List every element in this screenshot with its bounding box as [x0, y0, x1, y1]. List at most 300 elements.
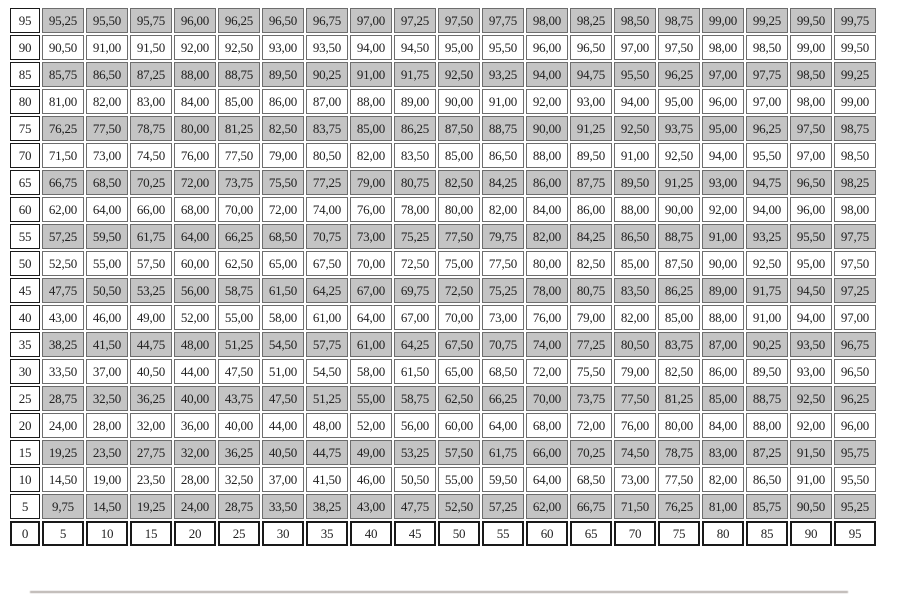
value-cell: 70,25	[130, 170, 172, 195]
value-cell: 79,00	[570, 305, 612, 330]
value-cell: 27,75	[130, 440, 172, 465]
value-cell: 84,25	[482, 170, 524, 195]
value-cell: 98,50	[614, 8, 656, 33]
value-cell: 90,00	[438, 89, 480, 114]
col-label-cell: 5	[42, 521, 84, 546]
table-row	[10, 170, 876, 195]
value-cell: 80,00	[438, 197, 480, 222]
value-cell: 37,00	[262, 467, 304, 492]
value-cell: 67,50	[306, 251, 348, 276]
value-cell: 23,50	[130, 467, 172, 492]
value-cell: 77,50	[86, 116, 128, 141]
value-cell: 90,50	[790, 494, 832, 519]
value-cell: 81,00	[42, 89, 84, 114]
value-cell: 53,25	[130, 278, 172, 303]
col-label-cell: 70	[614, 521, 656, 546]
value-cell: 89,50	[614, 170, 656, 195]
col-label-cell: 85	[746, 521, 788, 546]
table-row	[10, 116, 876, 141]
value-cell: 76,25	[42, 116, 84, 141]
value-cell: 91,00	[790, 467, 832, 492]
row-label-cell: 95	[10, 8, 40, 33]
table-row	[10, 332, 876, 357]
value-cell: 77,50	[482, 251, 524, 276]
value-cell: 95,25	[834, 494, 876, 519]
col-label-cell: 60	[526, 521, 568, 546]
value-cell: 83,50	[614, 278, 656, 303]
value-cell: 28,75	[218, 494, 260, 519]
value-cell: 97,50	[438, 8, 480, 33]
value-cell: 47,75	[394, 494, 436, 519]
value-cell: 97,75	[482, 8, 524, 33]
col-label-cell: 80	[702, 521, 744, 546]
table-row	[10, 35, 876, 60]
value-cell: 98,25	[834, 170, 876, 195]
value-cell: 64,00	[86, 197, 128, 222]
col-label-cell: 20	[174, 521, 216, 546]
value-cell: 62,50	[218, 251, 260, 276]
value-cell: 84,00	[174, 89, 216, 114]
value-cell: 97,50	[790, 116, 832, 141]
value-cell: 93,00	[570, 89, 612, 114]
value-cell: 58,75	[218, 278, 260, 303]
value-cell: 61,75	[482, 440, 524, 465]
value-cell: 79,75	[482, 224, 524, 249]
value-cell: 91,50	[130, 35, 172, 60]
col-label-cell: 50	[438, 521, 480, 546]
value-cell: 95,00	[702, 116, 744, 141]
value-cell: 40,00	[174, 386, 216, 411]
value-cell: 94,50	[790, 278, 832, 303]
value-cell: 71,50	[42, 143, 84, 168]
value-cell: 98,50	[790, 62, 832, 87]
value-cell: 96,50	[790, 170, 832, 195]
value-cell: 82,00	[350, 143, 392, 168]
value-cell: 72,00	[174, 170, 216, 195]
value-cell: 97,50	[834, 251, 876, 276]
value-cell: 37,00	[86, 359, 128, 384]
value-cell: 49,00	[350, 440, 392, 465]
value-cell: 19,25	[130, 494, 172, 519]
value-cell: 89,00	[702, 278, 744, 303]
value-cell: 56,00	[174, 278, 216, 303]
value-cell: 81,25	[658, 386, 700, 411]
value-cell: 99,75	[834, 8, 876, 33]
value-cell: 94,00	[790, 305, 832, 330]
value-cell: 95,50	[86, 8, 128, 33]
value-cell: 57,25	[482, 494, 524, 519]
value-cell: 95,00	[790, 251, 832, 276]
value-cell: 88,75	[746, 386, 788, 411]
value-cell: 81,00	[702, 494, 744, 519]
value-cell: 48,00	[306, 413, 348, 438]
value-cell: 82,00	[526, 224, 568, 249]
value-cell: 98,50	[746, 35, 788, 60]
value-cell: 96,25	[746, 116, 788, 141]
row-label-cell: 25	[10, 386, 40, 411]
value-cell: 86,00	[702, 359, 744, 384]
value-cell: 77,50	[438, 224, 480, 249]
value-cell: 90,50	[42, 35, 84, 60]
value-cell: 43,75	[218, 386, 260, 411]
value-cell: 68,50	[86, 170, 128, 195]
value-cell: 54,50	[262, 332, 304, 357]
value-cell: 50,50	[394, 467, 436, 492]
value-cell: 87,00	[306, 89, 348, 114]
value-cell: 44,75	[306, 440, 348, 465]
value-cell: 40,00	[218, 413, 260, 438]
value-cell: 74,00	[526, 332, 568, 357]
value-cell: 97,00	[790, 143, 832, 168]
table-row	[10, 467, 876, 492]
value-cell: 77,50	[614, 386, 656, 411]
value-cell: 28,75	[42, 386, 84, 411]
value-cell: 84,25	[570, 224, 612, 249]
col-label-cell: 10	[86, 521, 128, 546]
value-cell: 98,00	[834, 197, 876, 222]
table-row	[10, 413, 876, 438]
value-cell: 97,75	[746, 62, 788, 87]
value-cell: 87,00	[702, 332, 744, 357]
value-cell: 94,50	[394, 35, 436, 60]
value-cell: 92,00	[174, 35, 216, 60]
row-label-cell: 40	[10, 305, 40, 330]
value-cell: 14,50	[42, 467, 84, 492]
row-label-cell: 20	[10, 413, 40, 438]
value-cell: 50,50	[86, 278, 128, 303]
table-row	[10, 440, 876, 465]
value-cell: 64,00	[482, 413, 524, 438]
value-cell: 78,75	[130, 116, 172, 141]
value-cell: 91,50	[790, 440, 832, 465]
value-cell: 68,50	[482, 359, 524, 384]
value-cell: 86,50	[482, 143, 524, 168]
value-cell: 73,00	[86, 143, 128, 168]
value-cell: 93,75	[658, 116, 700, 141]
value-cell: 51,25	[218, 332, 260, 357]
value-cell: 47,50	[218, 359, 260, 384]
value-cell: 95,50	[790, 224, 832, 249]
value-cell: 64,00	[526, 467, 568, 492]
value-cell: 58,75	[394, 386, 436, 411]
value-cell: 73,75	[218, 170, 260, 195]
value-cell: 79,00	[614, 359, 656, 384]
table-row	[10, 143, 876, 168]
value-cell: 61,75	[130, 224, 172, 249]
value-cell: 87,50	[658, 251, 700, 276]
value-cell: 99,50	[834, 35, 876, 60]
value-cell: 52,00	[350, 413, 392, 438]
value-cell: 76,00	[614, 413, 656, 438]
value-cell: 66,75	[570, 494, 612, 519]
value-cell: 96,00	[834, 413, 876, 438]
value-cell: 70,75	[306, 224, 348, 249]
value-cell: 36,00	[174, 413, 216, 438]
value-cell: 87,25	[746, 440, 788, 465]
value-cell: 44,75	[130, 332, 172, 357]
value-cell: 88,00	[526, 143, 568, 168]
value-cell: 95,50	[746, 143, 788, 168]
value-cell: 77,50	[658, 467, 700, 492]
value-cell: 75,00	[438, 251, 480, 276]
value-cell: 43,00	[350, 494, 392, 519]
value-cell: 96,75	[834, 332, 876, 357]
value-cell: 84,00	[526, 197, 568, 222]
value-cell: 94,75	[570, 62, 612, 87]
value-cell: 57,25	[42, 224, 84, 249]
value-cell: 98,00	[526, 8, 568, 33]
col-label-cell: 25	[218, 521, 260, 546]
value-cell: 83,75	[306, 116, 348, 141]
value-cell: 72,50	[438, 278, 480, 303]
value-cell: 85,00	[438, 143, 480, 168]
value-cell: 68,00	[174, 197, 216, 222]
value-cell: 82,50	[262, 116, 304, 141]
value-cell: 96,50	[834, 359, 876, 384]
value-cell: 82,00	[614, 305, 656, 330]
value-cell: 93,00	[262, 35, 304, 60]
value-cell: 61,00	[350, 332, 392, 357]
value-cell: 55,00	[350, 386, 392, 411]
value-cell: 62,00	[42, 197, 84, 222]
value-cell: 89,00	[394, 89, 436, 114]
value-cell: 86,00	[526, 170, 568, 195]
value-cell: 85,75	[746, 494, 788, 519]
value-cell: 86,00	[570, 197, 612, 222]
col-label-cell: 55	[482, 521, 524, 546]
row-label-cell: 70	[10, 143, 40, 168]
col-label-cell: 75	[658, 521, 700, 546]
value-cell: 79,00	[350, 170, 392, 195]
value-cell: 85,00	[658, 305, 700, 330]
value-cell: 88,00	[702, 305, 744, 330]
table-row	[10, 494, 876, 519]
value-cell: 95,00	[658, 89, 700, 114]
value-cell: 74,50	[614, 440, 656, 465]
value-cell: 46,00	[86, 305, 128, 330]
value-cell: 82,50	[658, 359, 700, 384]
value-cell: 68,50	[262, 224, 304, 249]
value-cell: 19,00	[86, 467, 128, 492]
value-cell: 52,50	[42, 251, 84, 276]
value-cell: 92,50	[438, 62, 480, 87]
value-cell: 72,50	[394, 251, 436, 276]
value-cell: 23,50	[86, 440, 128, 465]
value-cell: 62,50	[438, 386, 480, 411]
col-label-cell: 95	[834, 521, 876, 546]
value-cell: 54,50	[306, 359, 348, 384]
row-label-cell: 60	[10, 197, 40, 222]
row-label-cell: 55	[10, 224, 40, 249]
value-cell: 66,25	[218, 224, 260, 249]
value-cell: 92,50	[790, 386, 832, 411]
value-cell: 86,50	[86, 62, 128, 87]
value-cell: 97,25	[394, 8, 436, 33]
value-cell: 90,00	[702, 251, 744, 276]
value-cell: 94,00	[350, 35, 392, 60]
value-cell: 70,00	[438, 305, 480, 330]
value-cell: 94,75	[746, 170, 788, 195]
value-cell: 59,50	[86, 224, 128, 249]
value-cell: 92,00	[790, 413, 832, 438]
value-cell: 38,25	[306, 494, 348, 519]
value-cell: 97,00	[350, 8, 392, 33]
value-cell: 24,00	[174, 494, 216, 519]
value-cell: 88,00	[174, 62, 216, 87]
percentage-table	[8, 6, 878, 548]
col-label-cell: 65	[570, 521, 612, 546]
table-row	[10, 197, 876, 222]
value-cell: 75,25	[482, 278, 524, 303]
value-cell: 64,00	[350, 305, 392, 330]
value-cell: 82,00	[702, 467, 744, 492]
value-cell: 91,00	[482, 89, 524, 114]
value-cell: 94,00	[746, 197, 788, 222]
col-label-cell: 45	[394, 521, 436, 546]
value-cell: 64,00	[174, 224, 216, 249]
percentage-table-body	[10, 8, 876, 546]
value-cell: 80,50	[306, 143, 348, 168]
value-cell: 28,00	[86, 413, 128, 438]
value-cell: 90,00	[658, 197, 700, 222]
value-cell: 72,00	[526, 359, 568, 384]
value-cell: 55,00	[218, 305, 260, 330]
value-cell: 65,00	[438, 359, 480, 384]
value-cell: 95,25	[42, 8, 84, 33]
value-cell: 77,50	[218, 143, 260, 168]
table-row	[10, 251, 876, 276]
value-cell: 96,00	[526, 35, 568, 60]
value-cell: 86,50	[746, 467, 788, 492]
value-cell: 92,00	[702, 197, 744, 222]
value-cell: 70,00	[350, 251, 392, 276]
value-cell: 28,00	[174, 467, 216, 492]
value-cell: 40,50	[130, 359, 172, 384]
value-cell: 74,00	[306, 197, 348, 222]
value-cell: 85,00	[702, 386, 744, 411]
value-cell: 93,25	[746, 224, 788, 249]
value-cell: 79,00	[262, 143, 304, 168]
value-cell: 44,00	[174, 359, 216, 384]
value-cell: 80,00	[658, 413, 700, 438]
value-cell: 85,00	[218, 89, 260, 114]
value-cell: 67,00	[350, 278, 392, 303]
value-cell: 77,25	[306, 170, 348, 195]
value-cell: 73,00	[614, 467, 656, 492]
value-cell: 97,00	[834, 305, 876, 330]
value-cell: 89,50	[746, 359, 788, 384]
value-cell: 95,75	[834, 440, 876, 465]
value-cell: 96,50	[570, 35, 612, 60]
table-row	[10, 224, 876, 249]
value-cell: 57,75	[306, 332, 348, 357]
value-cell: 88,75	[658, 224, 700, 249]
value-cell: 91,75	[746, 278, 788, 303]
value-cell: 60,00	[174, 251, 216, 276]
value-cell: 80,00	[174, 116, 216, 141]
row-label-cell: 85	[10, 62, 40, 87]
value-cell: 73,00	[350, 224, 392, 249]
value-cell: 93,50	[306, 35, 348, 60]
value-cell: 98,00	[702, 35, 744, 60]
value-cell: 96,00	[702, 89, 744, 114]
value-cell: 72,00	[570, 413, 612, 438]
row-label-cell: 15	[10, 440, 40, 465]
value-cell: 97,00	[746, 89, 788, 114]
table-row	[10, 305, 876, 330]
value-cell: 98,75	[834, 116, 876, 141]
value-cell: 75,50	[262, 170, 304, 195]
value-cell: 93,00	[790, 359, 832, 384]
value-cell: 95,50	[834, 467, 876, 492]
value-cell: 75,25	[394, 224, 436, 249]
value-cell: 80,75	[570, 278, 612, 303]
col-label-cell: 15	[130, 521, 172, 546]
value-cell: 97,00	[614, 35, 656, 60]
value-cell: 43,00	[42, 305, 84, 330]
value-cell: 83,75	[658, 332, 700, 357]
value-cell: 55,00	[438, 467, 480, 492]
value-cell: 94,00	[526, 62, 568, 87]
value-cell: 58,00	[350, 359, 392, 384]
value-cell: 58,00	[262, 305, 304, 330]
value-cell: 92,50	[218, 35, 260, 60]
value-cell: 76,00	[526, 305, 568, 330]
value-cell: 51,25	[306, 386, 348, 411]
page-edge-line	[30, 591, 848, 593]
row-label-cell: 80	[10, 89, 40, 114]
value-cell: 44,00	[262, 413, 304, 438]
table-row	[10, 62, 876, 87]
value-cell: 73,75	[570, 386, 612, 411]
value-cell: 78,00	[394, 197, 436, 222]
value-cell: 57,50	[438, 440, 480, 465]
value-cell: 66,00	[130, 197, 172, 222]
value-cell: 82,00	[86, 89, 128, 114]
value-cell: 47,75	[42, 278, 84, 303]
value-cell: 74,50	[130, 143, 172, 168]
value-cell: 99,25	[834, 62, 876, 87]
value-cell: 87,75	[570, 170, 612, 195]
value-cell: 98,00	[790, 89, 832, 114]
value-cell: 83,00	[130, 89, 172, 114]
value-cell: 49,00	[130, 305, 172, 330]
value-cell: 36,25	[130, 386, 172, 411]
row-label-cell: 65	[10, 170, 40, 195]
value-cell: 91,25	[658, 170, 700, 195]
value-cell: 99,00	[790, 35, 832, 60]
value-cell: 55,00	[86, 251, 128, 276]
value-cell: 96,50	[262, 8, 304, 33]
value-cell: 77,25	[570, 332, 612, 357]
value-cell: 93,25	[482, 62, 524, 87]
value-cell: 94,00	[614, 89, 656, 114]
value-cell: 93,00	[702, 170, 744, 195]
value-cell: 19,25	[42, 440, 84, 465]
value-cell: 33,50	[262, 494, 304, 519]
table-row	[10, 386, 876, 411]
row-label-cell: 5	[10, 494, 40, 519]
value-cell: 73,00	[482, 305, 524, 330]
value-cell: 88,00	[746, 413, 788, 438]
value-cell: 96,25	[218, 8, 260, 33]
value-cell: 88,75	[482, 116, 524, 141]
value-cell: 95,75	[130, 8, 172, 33]
value-cell: 99,00	[834, 89, 876, 114]
value-cell: 32,50	[86, 386, 128, 411]
value-cell: 96,00	[790, 197, 832, 222]
value-cell: 91,75	[394, 62, 436, 87]
